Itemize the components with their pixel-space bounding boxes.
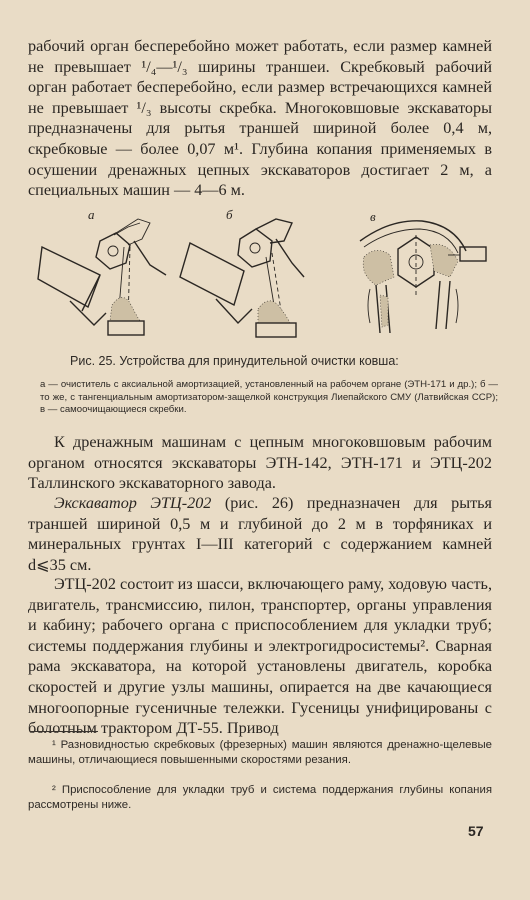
- label-c: в: [370, 209, 376, 224]
- figure-caption: Рис. 25. Устройства для принудительной очистки ковша:: [70, 354, 399, 368]
- figure-25: [30, 205, 500, 355]
- paragraph-machines: К дренажным машинам с цепным многоковшовым рабочим органом относятся экскаваторы ЭТН-142, ЭТН-171 и ЭТЦ-202 Таллинского экскаваторного завода.: [28, 433, 492, 493]
- etc202-title: Экскаватор ЭТЦ-202: [54, 494, 212, 512]
- drawing-b: [180, 207, 304, 337]
- figure-legend: а — очиститель с аксиальной амортизацией, установленный на рабочем органе (ЭТН-171 и др.); б — то же, с тангенциальным амортизатором-защелкой конструкция Лиепайского СМУ (Латвийская ССР); в — самоочищающиеся скребки.: [40, 379, 498, 416]
- bucket-cleaning-drawings: [30, 205, 500, 355]
- paragraph-structure: ЭТЦ-202 состоит из шасси, включающего раму, ходовую часть, двигатель, трансмиссию, пилон, транспортер, органы управления и кабину; рабочего органа с приспособлением для укладки труб; системы поддержания глубины и электрогидросистемы². Сварная рама экскаватора, на которой установлены двигатель, коробка скоростей и другие узлы машины, опирается на две качающиеся многоопорные гусеничные тележки. Гусеницы унифицированы с болотным трактором ДТ-55. Привод: [28, 575, 492, 738]
- intro-paragraph: рабочий орган бесперебойно может работать, если размер камней не превышает ¹/₄—¹/₃ ширины траншеи. Скребковый рабочий орган работает бесперебойно, если размер встречающихся камней не превышает ¹/₃ высоты скребка. Многоковшовые экскаваторы предназначены для рытья траншей шириной более 0,4 м, скребковые — более 0,07 м¹. Глубина копания применяемых в осушении дренажных цепных экскаваторов достигает 2 м, а специальных машин — 4—6 м.: [28, 37, 492, 200]
- paragraph-etc202: [28, 493, 492, 575]
- footnote-2: ² Приспособление для укладки труб и система поддержания глубины копания рассмотрены ниже.: [28, 784, 492, 811]
- drawing-a: [38, 207, 166, 335]
- etc202-description: (рис. 26) предназначен для рытья траншей шириной 0,5 м и глубиной до 2 м в торфяниках и минеральных грунтах I—III категорий с содержанием камней d⩽35 см.: [28, 494, 493, 574]
- page-number: 57: [468, 823, 484, 839]
- footnote-1: ¹ Разновидностью скребковых (фрезерных) машин являются дренажно-щелевые машины, отличающиеся повышенными скоростями резания.: [28, 739, 492, 766]
- label-b: б: [226, 207, 233, 222]
- drawing-c: [360, 209, 486, 333]
- footnote-separator: [30, 731, 98, 732]
- label-a: а: [88, 207, 95, 222]
